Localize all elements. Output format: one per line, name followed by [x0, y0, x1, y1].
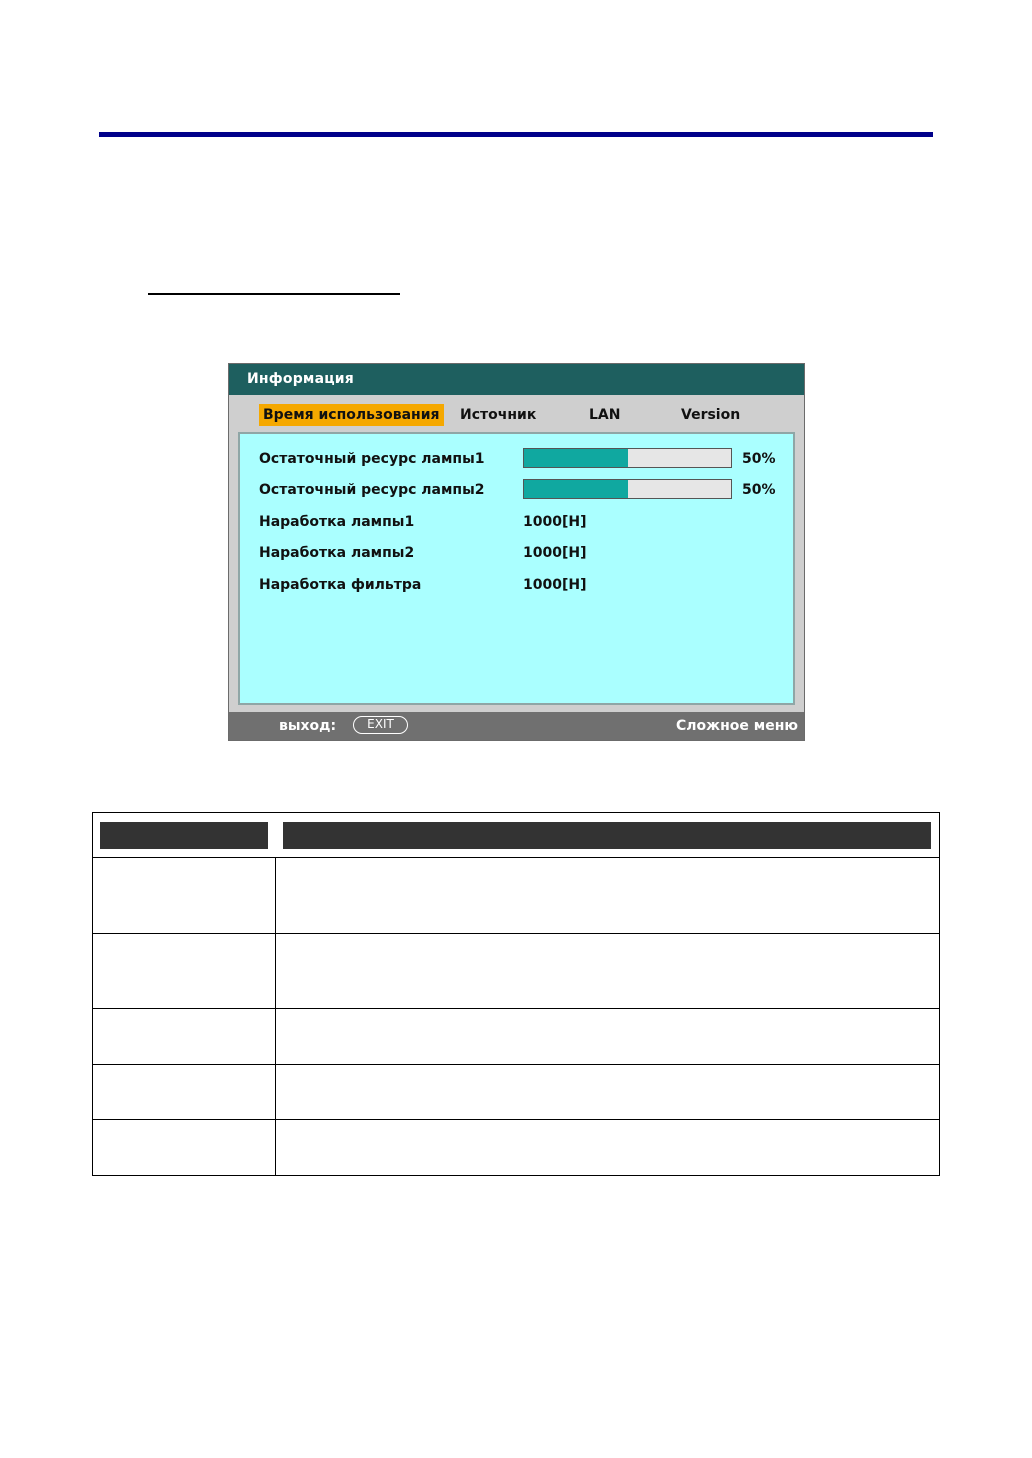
section-heading-underline: [148, 293, 400, 295]
lamp1-hours-value: 1000[H]: [523, 514, 587, 530]
table-row-divider: [93, 1064, 939, 1065]
osd-usage-panel: [238, 432, 795, 705]
osd-information-window: [228, 363, 805, 741]
tab-usage-time[interactable]: Время использования: [259, 404, 444, 426]
lamp1-remaining-bar-fill: [524, 449, 628, 467]
table-header-description: [283, 822, 931, 849]
exit-label: выход:: [279, 718, 337, 734]
table-row-divider: [93, 1119, 939, 1120]
lamp2-remaining-bar-fill: [524, 480, 628, 498]
lamp2-remaining-label: Остаточный ресурс лампы2: [259, 482, 485, 498]
lamp1-remaining-bar: [523, 448, 732, 468]
table-row-divider: [93, 1008, 939, 1009]
table-column-divider: [275, 857, 276, 1175]
osd-title: Информация: [229, 364, 804, 395]
lamp1-remaining-percent: 50%: [742, 451, 776, 467]
lamp2-hours-value: 1000[H]: [523, 545, 587, 561]
osd-tab-bar: [229, 397, 804, 429]
table-header-item: [100, 822, 268, 849]
table-header-divider: [93, 857, 939, 858]
lamp1-remaining-label: Остаточный ресурс лампы1: [259, 451, 485, 467]
description-table: [92, 812, 940, 1176]
lamp2-remaining-bar: [523, 479, 732, 499]
lamp2-hours-label: Наработка лампы2: [259, 545, 415, 561]
lamp1-hours-label: Наработка лампы1: [259, 514, 415, 530]
filter-hours-label: Наработка фильтра: [259, 577, 422, 593]
exit-button[interactable]: EXIT: [353, 716, 408, 734]
tab-lan[interactable]: LAN: [589, 407, 621, 423]
tab-version[interactable]: Version: [681, 407, 741, 423]
lamp2-remaining-percent: 50%: [742, 482, 776, 498]
filter-hours-value: 1000[H]: [523, 577, 587, 593]
top-rule: [99, 132, 933, 137]
table-row-divider: [93, 933, 939, 934]
advanced-menu-label: Сложное меню: [676, 718, 798, 734]
tab-source[interactable]: Источник: [460, 407, 537, 423]
osd-footer: [229, 712, 804, 740]
